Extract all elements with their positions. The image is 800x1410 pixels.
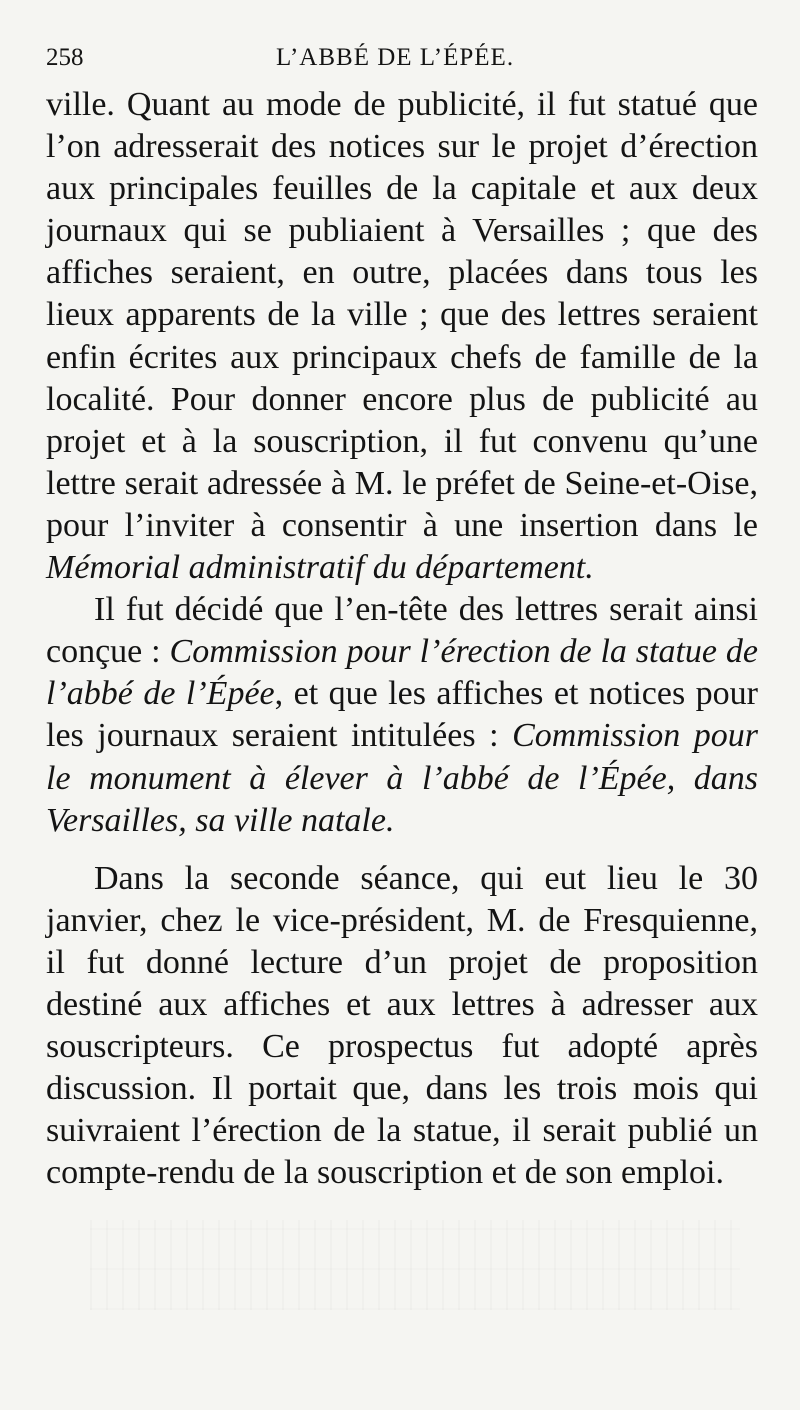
paragraph-3-text: Dans la seconde séance, qui eut lieu le 30 janvier, chez le vice-président, M. de Fresquienne, il fut donné lecture d’un projet de proposition destiné aux affiches et aux lettres à adresser aux souscripteurs. Ce prospectus fut adopté après discussion. Il portait que, dans les trois mois qui suivraient l’érection de la statue, il serait publié un compte-rendu de la souscription et de son emploi. — [46, 859, 758, 1192]
paragraph-1-italic: Mémorial administratif du département. — [46, 549, 594, 587]
page-number: 258 — [46, 44, 84, 71]
paragraph-2-italic-2: Commission pour le monument à élever à l’abbé de l’Épée, dans Versailles, sa ville natale. — [46, 717, 758, 839]
main-text — [46, 84, 758, 1194]
paragraph-2-start: Il fut décidé que l’en-tête des lettres serait ainsi conçue : — [46, 591, 758, 671]
paragraph-1 — [46, 84, 758, 589]
running-title: L’ABBÉ DE L’ÉPÉE. — [276, 44, 515, 71]
page-header — [46, 44, 758, 78]
paragraph-1-text: ville. Quant au mode de publicité, il fut statué que l’on adresserait des notices sur le projet d’érection aux principales feuilles de la capitale et aux deux journaux qui se publiaient à Versailles ; que des affiches seraient, en outre, placées dans tous les lieux apparents de la ville ; que des lettres seraient enfin écrites aux principaux chefs de famille de la localité. Pour donner encore plus de publicité au projet et à la souscription, il fut convenu qu’une lettre serait adressée à M. le préfet de Seine-et-Oise, pour l’inviter à consentir à une insertion dans le — [46, 86, 758, 544]
paragraph-3 — [46, 858, 758, 1195]
paragraph-2 — [46, 589, 758, 842]
paragraph-2-italic-1: Commission pour l’érection de la statue de l’abbé de l’Épée — [46, 633, 759, 713]
paragraph-2-middle: , et que les affiches et notices pour les journaux seraient intitulées : — [46, 675, 758, 755]
bleed-through-shadow — [90, 1220, 740, 1310]
